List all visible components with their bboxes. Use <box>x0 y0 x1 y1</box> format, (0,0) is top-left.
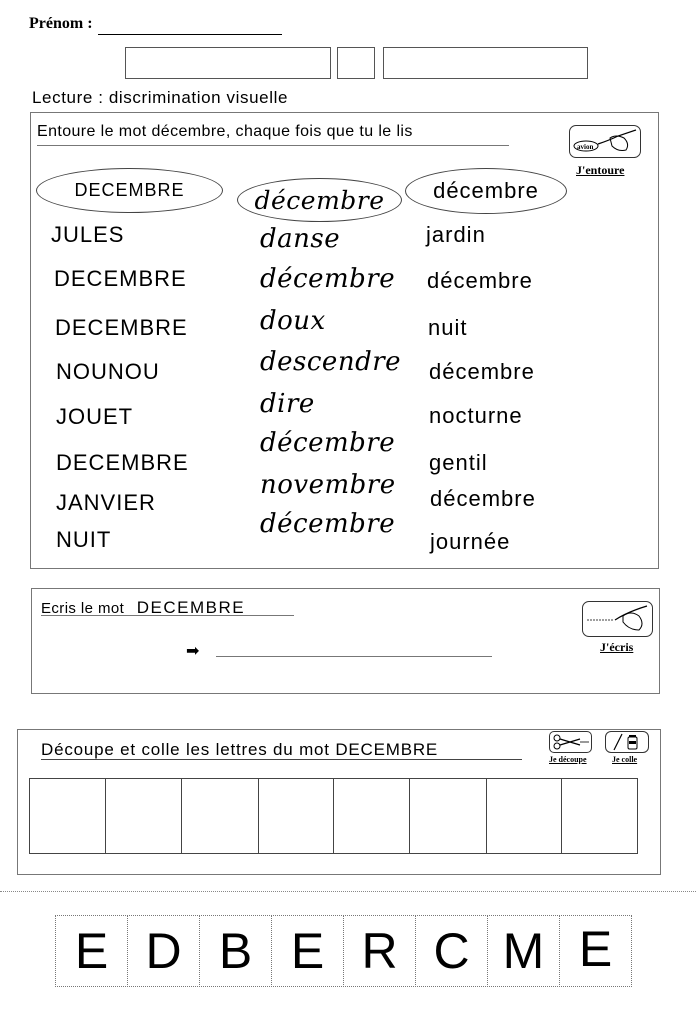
paste-cell[interactable] <box>258 778 334 854</box>
word-cursive[interactable]: danse <box>260 224 341 254</box>
word-lower[interactable]: décembre <box>429 359 535 384</box>
prenom-field[interactable] <box>98 34 282 35</box>
cut-line <box>0 891 696 892</box>
word-caps[interactable]: DECEMBRE <box>54 266 187 291</box>
arrow-right-icon: ➡ <box>186 643 200 660</box>
exercise3-instruction: Découpe et colle les lettres du mot DECEMBRE <box>41 740 439 759</box>
word-lower[interactable]: nocturne <box>429 403 523 428</box>
paste-cell[interactable] <box>105 778 182 854</box>
instruction-underline <box>41 615 294 616</box>
word-lower[interactable]: décembre <box>430 486 536 511</box>
icon-label-jentoure: J'entoure <box>576 163 625 177</box>
word-lower[interactable]: gentil <box>429 450 488 475</box>
word-caps[interactable]: DECEMBRE <box>55 315 188 340</box>
word-cursive[interactable]: descendre <box>260 347 402 377</box>
paste-cell[interactable] <box>561 778 638 854</box>
instruction-prefix: Ecris le mot <box>41 600 125 617</box>
exercise1-instruction: Entoure le mot décembre, chaque fois que tu le lis <box>37 123 413 140</box>
word-caps[interactable]: DECEMBRE <box>56 450 189 475</box>
cutout-letter[interactable]: E <box>55 915 128 987</box>
icon-label-jedecoupe: Je découpe <box>549 755 587 764</box>
scissors-icon <box>549 731 592 753</box>
cutout-letters <box>55 915 632 987</box>
word-cursive[interactable]: décembre <box>260 428 396 458</box>
header-box-2[interactable] <box>337 47 375 79</box>
page-title: Lecture : discrimination visuelle <box>32 88 289 107</box>
paste-cell[interactable] <box>181 778 259 854</box>
word-lower[interactable]: nuit <box>428 315 468 340</box>
paste-cell[interactable] <box>29 778 106 854</box>
word-caps[interactable]: JOUET <box>56 404 134 429</box>
prenom-label: Prénom : <box>29 15 93 32</box>
word-cursive[interactable]: décembre <box>260 264 396 294</box>
word-caps[interactable]: JULES <box>51 222 125 247</box>
word-lower[interactable]: journée <box>430 529 511 554</box>
word-cursive[interactable]: dire <box>260 389 315 419</box>
cutout-letter[interactable]: R <box>343 915 416 987</box>
word-cursive[interactable]: décembre <box>260 509 396 539</box>
model-lower <box>405 168 567 214</box>
model-caps-text: DECEMBRE <box>74 180 185 200</box>
word-lower[interactable]: jardin <box>426 222 486 247</box>
word-cursive[interactable]: doux <box>260 306 326 336</box>
instruction-underline <box>41 759 522 760</box>
word-caps[interactable]: NOUNOU <box>56 359 160 384</box>
header-box-1[interactable] <box>125 47 331 79</box>
writing-hand-icon <box>582 601 653 637</box>
paste-cells <box>29 778 638 854</box>
write-line[interactable] <box>216 656 492 657</box>
word-caps[interactable]: JANVIER <box>56 490 156 515</box>
word-cursive[interactable]: novembre <box>260 470 396 500</box>
model-lower-text: décembre <box>433 178 539 203</box>
instruction-word: DECEMBRE <box>136 598 246 617</box>
paste-cell[interactable] <box>333 778 410 854</box>
model-caps <box>36 168 223 213</box>
model-cursive <box>237 178 402 222</box>
paste-cell[interactable] <box>486 778 562 854</box>
cutout-letter[interactable]: B <box>199 915 272 987</box>
cutout-letter[interactable]: E <box>271 915 344 987</box>
cutout-letter[interactable]: M <box>487 915 560 987</box>
svg-text:avion: avion <box>577 143 594 151</box>
cutout-letter[interactable]: D <box>127 915 200 987</box>
cutout-letter[interactable]: C <box>415 915 488 987</box>
word-caps[interactable]: NUIT <box>56 527 112 552</box>
icon-label-jecris: J'écris <box>600 640 634 654</box>
instruction-underline <box>37 145 509 146</box>
cutout-letter[interactable]: E <box>559 915 632 987</box>
icon-label-jecolle: Je colle <box>612 755 638 764</box>
paste-cell[interactable] <box>409 778 487 854</box>
word-lower[interactable]: décembre <box>427 268 533 293</box>
glue-icon <box>605 731 649 753</box>
model-cursive-text: décembre <box>254 185 385 215</box>
header-box-3[interactable] <box>383 47 588 79</box>
circle-pencil-icon <box>569 125 641 158</box>
